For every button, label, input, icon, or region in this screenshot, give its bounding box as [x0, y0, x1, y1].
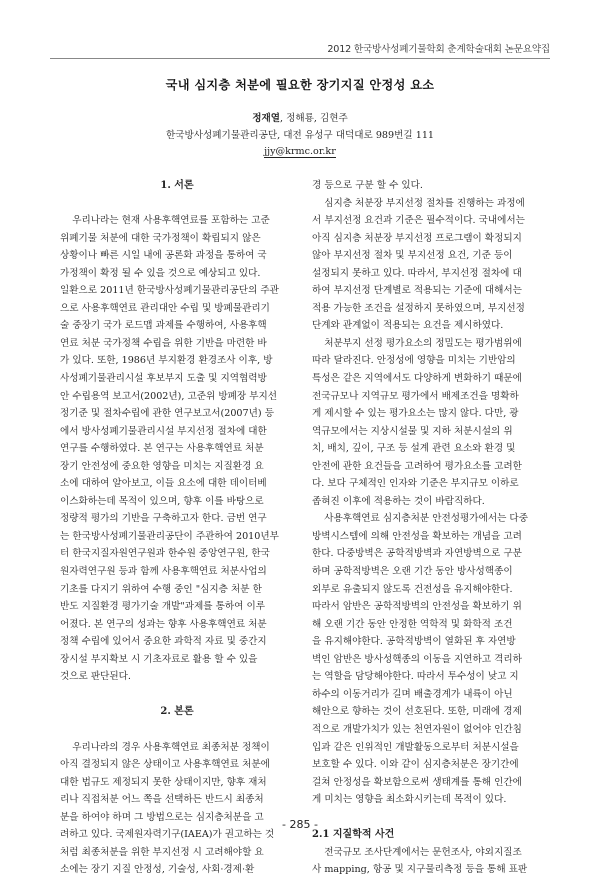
text-line: 에서 방사성폐기물관리시설 부지선정 절차에 대한 — [60, 425, 267, 437]
text-line: 보호할 수 있다. 이와 같이 심지층처분은 장기간에 — [312, 759, 519, 771]
email-line — [0, 146, 600, 157]
text-line: 우리나라의 경우 사용후핵연료 최종처분 정책이 — [60, 741, 270, 753]
text-line: 설정되지 못하고 있다. 따라서, 부지선정 절차에 대 — [312, 267, 522, 279]
text-line: 처분부지 선정 평가요소의 정밀도는 평가범위에 — [312, 337, 522, 349]
text-line: 가정책이 확정 될 수 있을 것으로 예상되고 있다. — [60, 267, 261, 279]
text-line: 하여 부지선정 단계별로 적용되는 기준에 대해서는 — [312, 285, 522, 297]
text-line: 연료 처분 국가정책 수립을 위한 기반을 마련한 바 — [60, 337, 267, 349]
left-column — [60, 177, 294, 879]
text-line: 게 제시할 수 있는 평가요소는 많지 않다. 다만, 광 — [312, 408, 519, 420]
affiliation: 한국방사성폐기물관리공단, 대전 유성구 대덕대로 989번길 111 — [165, 130, 435, 141]
text-line: 이스화하는데 목적이 있으며, 향후 이를 바탕으로 — [60, 495, 264, 507]
text-line: 술 중장기 국가 로드맵 과제를 수행하여, 사용후핵 — [60, 320, 267, 332]
text-line: 소에는 장기 지질 안정성, 기술성, 사회·경제·환 — [60, 864, 255, 876]
paper-title: 국내 심지층 처분에 필요한 장기지질 안정성 요소 — [165, 78, 435, 92]
author-line — [0, 110, 600, 124]
text-line: 벽인 암반은 방사성핵종의 이동을 지연하고 격리하 — [312, 653, 522, 665]
text-line: 걸쳐 안정성을 확보함으로써 생태계를 통해 인간에 — [312, 776, 522, 788]
email-link[interactable]: jjy@krmc.or.kr — [264, 146, 336, 157]
text-line: 려하고 있다. 국제원자력기구(IAEA)가 권고하는 것 — [60, 829, 275, 841]
text-line: 정량적 평가의 기반을 구축하고자 한다. 금번 연구 — [60, 513, 267, 525]
section-heading: 1. 서론 — [160, 180, 194, 191]
text-line: 전국규모나 지역규모 평가에서 배제조건을 명확하 — [312, 390, 519, 402]
text-line: 것으로 판단된다. — [60, 671, 131, 683]
text-line: 일환으로 2011년 한국방사성폐기물관리공단의 주관 — [60, 285, 279, 297]
spacer — [60, 195, 294, 213]
text-line: 다. 보다 구체적인 인자와 기준은 부지규모 이하로 — [312, 478, 519, 490]
text-line: 상황이나 빠른 시일 내에 공론화 과정을 통하여 국 — [60, 250, 267, 262]
text-line: 한다. 다중방벽은 공학적방벽과 자연방벽으로 구분 — [312, 548, 522, 560]
text-line: 단계와 관계없이 적용되는 요건을 제시하였다. — [312, 320, 504, 332]
text-line: 입과 같은 인위적인 개발활동으로부터 처분시설을 — [312, 741, 519, 753]
text-line: 정책 수립에 있어서 중요한 과학적 자료 및 중간지 — [60, 636, 267, 648]
text-line: 아직 결정되지 않은 상태이고 사용후핵연료 처분에 — [60, 759, 270, 771]
text-line: 않아 부지선정 절차 및 부지선정 요건, 기준 등이 — [312, 250, 513, 262]
text-line: 경 등으로 구분 할 수 있다. — [312, 180, 423, 191]
text-line: 게 미치는 영향을 최소화시키는데 목적이 있다. — [312, 794, 507, 806]
text-line: 기초를 다지기 위하여 수행 중인 "심지층 처분 한 — [60, 583, 262, 595]
text-line: 따라서 암반은 공학적방벽의 안전성을 확보하기 위 — [312, 601, 522, 613]
spacer — [60, 686, 294, 704]
text-line: 장시설 부지확보 시 기초자료로 활용 할 수 있을 — [60, 653, 258, 665]
text-line: 어졌다. 본 연구의 성과는 향후 사용후핵연료 처분 — [60, 618, 267, 630]
right-column — [312, 177, 546, 879]
text-line: 처럼 최종처분을 위한 부지선정 시 고려해야할 요 — [60, 846, 264, 858]
text-line: 하며 공학적방벽은 오랜 기간 동안 방사성핵종이 — [312, 566, 513, 578]
text-line: 위폐기물 처분에 대한 국가정책이 확립되지 않은 — [60, 232, 261, 244]
text-line: 을 유지해야한다. 공학적방벽이 열화된 후 자연방 — [312, 636, 516, 648]
text-line: 연구를 수행하였다. 본 연구는 사용후핵연료 처분 — [60, 443, 264, 455]
text-line: 역규모에서는 지상시설물 및 지하 처분시설의 위 — [312, 425, 513, 437]
text-line: 소에 대하여 알아보고, 이들 요소에 대한 데이터베 — [60, 478, 267, 490]
text-line: 장기 안전성에 중요한 영향을 미치는 지질환경 요 — [60, 460, 264, 472]
text-line: 전국규모 조사단계에서는 문헌조사, 야외지질조 — [312, 846, 522, 858]
text-line: 좁혀진 이후에 적용하는 것이 바람직하다. — [312, 495, 485, 507]
text-line: 으로 사용후핵연료 관리대안 수립 및 방폐물관리기 — [60, 302, 270, 314]
text-line: 안전에 관한 요건들을 고려하여 평가요소를 고려한 — [312, 460, 522, 472]
text-line: 적으로 개발가치가 있는 천연자원이 없어야 인간침 — [312, 723, 522, 735]
lead-author: 정재열 — [252, 113, 280, 124]
text-line: 해 오랜 기간 동안 안정한 역학적 및 화학적 조건 — [312, 618, 513, 630]
text-line: 대한 법규도 제정되지 못한 상태이지만, 향후 재처 — [60, 776, 267, 788]
text-line: 적용 가능한 조건을 설정하지 못하였으며, 부지선정 — [312, 302, 525, 314]
spacer — [60, 721, 294, 739]
text-line: 해안으로 향하는 것이 선호된다. 또한, 미래에 경제 — [312, 706, 522, 718]
text-line: 리나 직접처분 어느 쪽을 선택하든 반드시 최종처 — [60, 794, 264, 806]
text-line: 서 부지선정 요건과 기준은 필수적이다. 국내에서는 — [312, 215, 525, 227]
text-line: 치, 배치, 깊이, 구조 등 설계 관련 요소와 환경 및 — [312, 443, 516, 455]
page-number: - 285 - — [282, 818, 318, 831]
co-authors: , 정해룡, 김현주 — [280, 113, 348, 124]
text-line: 가 있다. 또한, 1986년 부지환경 환경조사 이후, 방 — [60, 355, 273, 367]
text-line: 특성은 같은 지역에서도 다양하게 변화하기 때문에 — [312, 373, 522, 385]
text-line: 원자력연구원 등과 함께 사용후핵연료 처분사업의 — [60, 566, 267, 578]
text-line: 심지층 처분장 부지선정 절차를 진행하는 과정에 — [312, 197, 525, 209]
text-line: 사 mapping, 항공 및 지구물리측정 등을 통해 표판 — [312, 864, 528, 876]
section-heading: 2. 본론 — [160, 706, 194, 718]
text-line: 따라 달라진다. 안정성에 영향을 미치는 기반암의 — [312, 355, 516, 367]
text-line: 반도 지질환경 평가기술 개발"과제를 통하여 이루 — [60, 601, 266, 613]
text-line: 분을 하여야 하며 그 방법으로는 심지층처분을 고 — [60, 811, 264, 823]
text-line: 사용후핵연료 심지층처분 안전성평가에서는 다중 — [312, 513, 528, 525]
text-line: 는 한국방사성폐기물관리공단이 주관하여 2010년부 — [60, 530, 279, 542]
header-divider — [50, 58, 550, 59]
text-line: 사성폐기물관리시설 후보부지 도출 및 지역협력방 — [60, 373, 267, 385]
text-line: 안 수립용역 보고서(2002년), 고준위 방폐장 부지선 — [60, 390, 278, 402]
text-line: 우리나라는 현재 사용후핵연료를 포함하는 고준 — [60, 215, 270, 227]
subsection-heading: 2.1 지질학적 사건 — [312, 829, 395, 841]
text-line: 터 한국지질자원연구원과 한수원 중앙연구원, 한국 — [60, 548, 270, 560]
text-line: 하수의 이동거리가 길며 배출경계가 내륙이 아닌 — [312, 688, 513, 700]
text-line: 정기준 및 절차수립에 관한 연구보고서(2007년) 등 — [60, 408, 274, 420]
text-line: 아직 심지층 처분장 부지선정 프로그램이 확정되지 — [312, 232, 522, 244]
text-line: 는 역할을 담당해야한다. 따라서 투수성이 낮고 지 — [312, 671, 519, 683]
text-line: 외부로 유출되지 않도록 건전성을 유지해야한다. — [312, 583, 513, 595]
running-header: 2012 한국방사성폐기물학회 춘계학술대회 논문요약집 — [327, 44, 550, 55]
text-line: 방벽시스템에 의해 안전성을 확보하는 개념을 고려 — [312, 530, 522, 542]
